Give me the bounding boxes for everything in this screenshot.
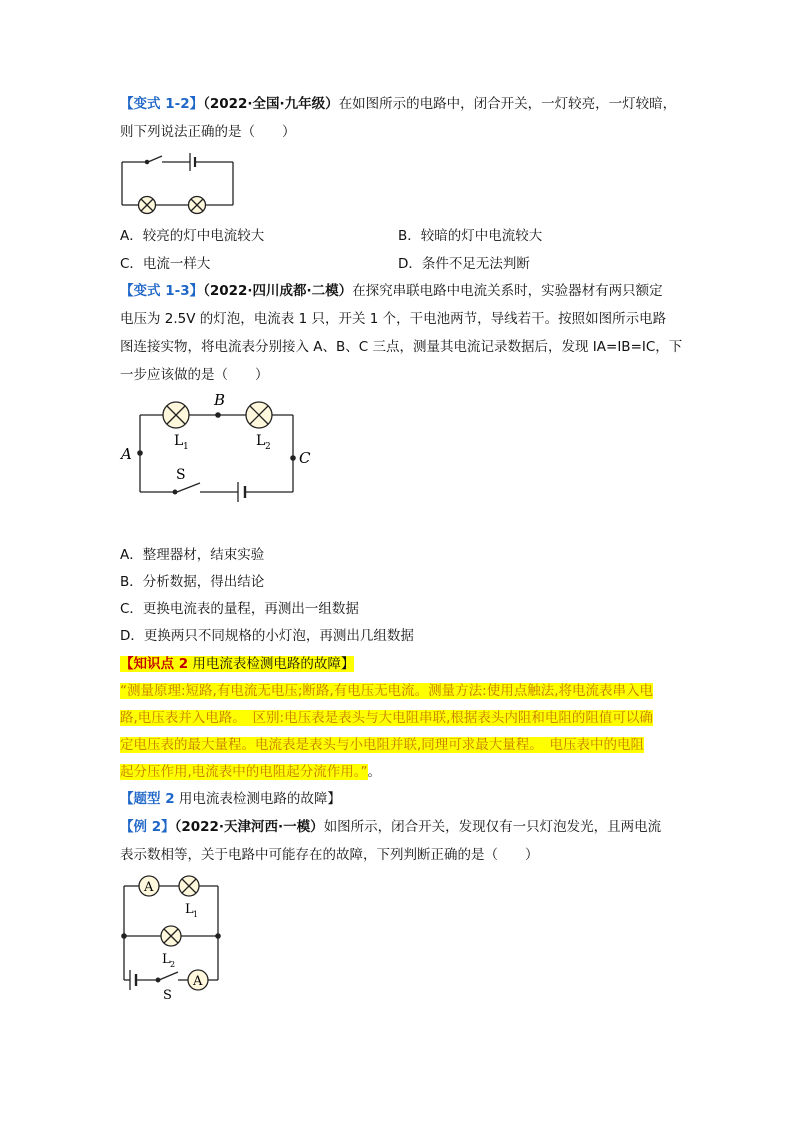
q13-label-a: A [121, 445, 132, 463]
q13-option-a: A．整理器材，结束实验 [120, 547, 265, 563]
ex2-line2: 表示数相等，关于电路中可能存在的故障，下列判断正确的是（ ） [120, 847, 539, 863]
q12-line2: 则下列说法正确的是（ ） [120, 124, 296, 140]
q12-tag: 【变式 1-2】 [120, 96, 204, 112]
ex2-label-l1-sub: 1 [193, 910, 199, 919]
q13-label-c: C [299, 449, 311, 467]
ex2-ammeter-2-label: A [193, 974, 203, 989]
q13-option-b: B．分析数据，得出结论 [120, 574, 265, 590]
q12-option-b: B．较暗的灯中电流较大 [398, 228, 543, 244]
knowledge-line-1 [120, 679, 653, 703]
q13-option-c: C．更换电流表的量程，再测出一组数据 [120, 601, 359, 617]
q13-text-1: 在探究串联电路中电流关系时，实验器材有两只额定 [352, 283, 663, 299]
q13-line4: 一步应该做的是（ ） [120, 367, 269, 383]
q12-text-1: 在如图所示的电路中，闭合开关，一灯较亮，一灯较暗， [338, 96, 677, 112]
ex2-text-1: 如图所示，闭合开关，发现仅有一只灯泡发光，且两电流 [323, 819, 662, 835]
q13-line2: 电压为 2.5V 的灯泡，电流表 1 只，开关 1 个，干电池两节，导线若干。按照如图所示电路 [120, 311, 667, 327]
type2-heading [120, 787, 341, 811]
q13-line1 [120, 279, 663, 303]
ex2-label-l1: L [185, 902, 194, 917]
q13-circuit-figure [118, 390, 318, 502]
q12-option-a: A．较亮的灯中电流较大 [120, 228, 265, 244]
q13-label-l2: L [256, 433, 266, 449]
q12-option-c: C．电流一样大 [120, 256, 211, 272]
q12-source: （2022·全国·九年级） [203, 96, 339, 112]
q12-circuit-figure [118, 150, 243, 220]
ex2-source: （2022·天津河西·一模） [174, 819, 324, 835]
q13-label-l1-sub: 1 [183, 442, 189, 452]
q13-label-l1: L [174, 433, 184, 449]
knowledge-text-4: 起分压作用,电流表中的电阻起分流作用。” [120, 764, 368, 780]
q13-label-l2-sub: 2 [265, 442, 271, 452]
ex2-line1 [120, 815, 661, 839]
knowledge-text-2: 路,电压表并入电路。 区别:电压表是表头与大电阻串联,根据表头内阻和电阻的阻值可以确 [120, 710, 653, 726]
q13-source: （2022·四川成都·二模） [203, 283, 353, 299]
knowledge-line-4 [120, 760, 381, 784]
type2-tag: 【题型 2 [120, 791, 175, 807]
ex2-circuit-figure [118, 873, 228, 1003]
knowledge-tag: 【知识点 2 [120, 656, 189, 672]
knowledge-tail: 。 [367, 764, 382, 780]
q13-label-b: B [214, 391, 226, 409]
q13-label-s: S [176, 467, 186, 483]
q12-line1 [120, 92, 676, 116]
type2-title: 用电流表检测电路的故障】 [174, 791, 341, 807]
ex2-label-s: S [163, 988, 172, 1003]
q13-line3: 图连接实物，将电流表分别接入 A、B、C 三点，测量其电流记录数据后，发现 IA=IB=IC，下 [120, 339, 683, 355]
knowledge-text-1: “测量原理:短路,有电流无电压;断路,有电压无电流。测量方法:使用点触法,将电流表串入电 [120, 683, 654, 699]
knowledge-text-3: 定电压表的最大量程。电流表是表头与小电阻并联,同理可求最大量程。 电压表中的电阻 [120, 737, 645, 753]
q13-tag: 【变式 1-3】 [120, 283, 204, 299]
ex2-tag: 【例 2】 [120, 819, 175, 835]
ex2-label-l2-sub: 2 [170, 960, 176, 969]
q13-option-d: D．更换两只不同规格的小灯泡，再测出几组数据 [120, 628, 414, 644]
knowledge-line-2 [120, 706, 653, 730]
ex2-ammeter-1-label: A [144, 880, 154, 895]
ex2-label-l2: L [162, 952, 171, 967]
knowledge-title: 用电流表检测电路的故障】 [188, 656, 355, 672]
knowledge-line-3 [120, 733, 644, 757]
q12-option-d: D．条件不足无法判断 [398, 256, 530, 272]
knowledge-heading [120, 652, 354, 676]
